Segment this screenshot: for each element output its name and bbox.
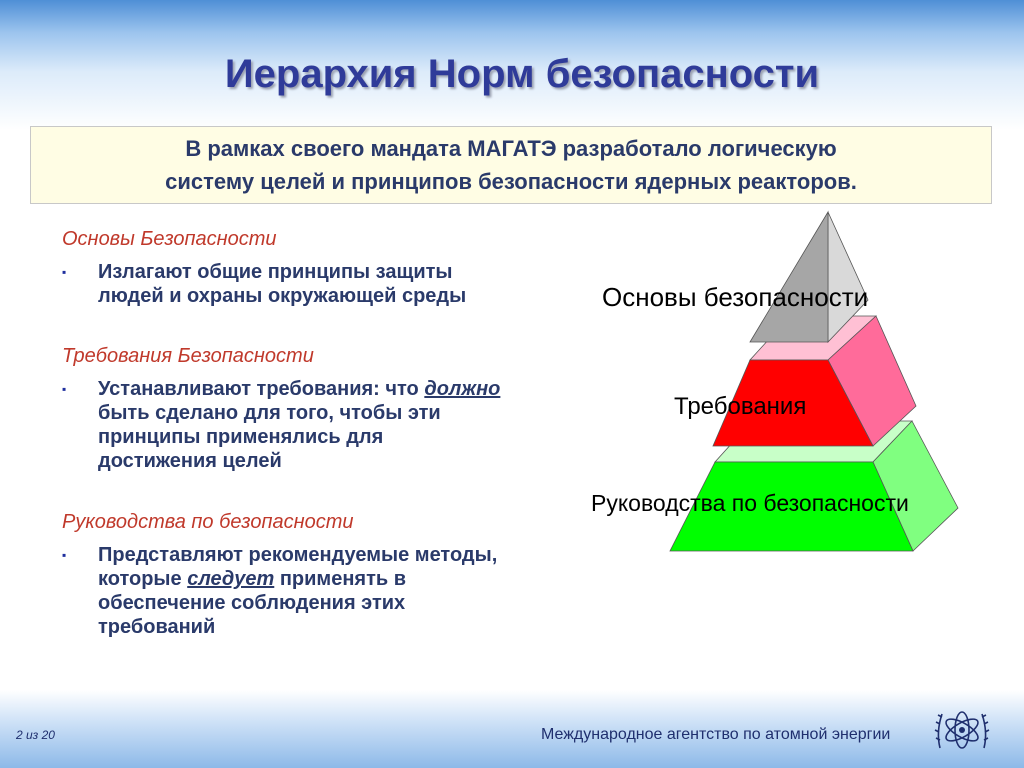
page-counter: 2 из 20 [16,728,55,742]
text-segment: обеспечение соблюдения этих [98,592,406,614]
bullet-marker: ▪ [62,382,67,396]
organization-name: Международное агентство по атомной энергии [541,726,891,743]
intro-line: систему целей и принципов безопасности ядерных реакторов. [165,169,857,194]
pyramid-top-front-face [750,212,828,342]
text-segment: требований [98,616,216,638]
intro-line: В рамках своего мандата МАГАТЭ разработало логическую [185,136,837,161]
bullet-marker: ▪ [62,548,67,562]
iaea-logo-icon [930,700,994,764]
section-heading-requirements: Требования Безопасности [62,345,314,367]
emphasized-word: следует [187,568,275,590]
section-heading-guides: Руководства по безопасности [62,511,354,533]
text-segment: применять в [274,568,407,590]
section-heading-fundamentals: Основы Безопасности [62,228,277,250]
pyramid-label-fundamentals: Основы безопасности [602,282,869,312]
bullet-marker: ▪ [62,265,67,279]
text-segment: Представляют рекомендуемые методы, [98,544,498,566]
emphasized-word: должно [424,378,501,400]
text-segment: Устанавливают требования: что [98,378,425,400]
pyramid-label-guides: Руководства по безопасности [591,490,909,516]
pyramid-label-requirements: Требования [674,393,807,420]
text-segment: быть сделано для того, чтобы эти [98,402,441,424]
slide-title: Иерархия Норм безопасности [224,52,820,96]
text-segment: людей и охраны окружающей среды [98,285,467,307]
text-segment: достижения целей [98,450,282,472]
text-segment: принципы применялись для [98,426,384,448]
text-segment: Излагают общие принципы защиты [98,261,453,283]
text-segment: которые [98,568,188,590]
